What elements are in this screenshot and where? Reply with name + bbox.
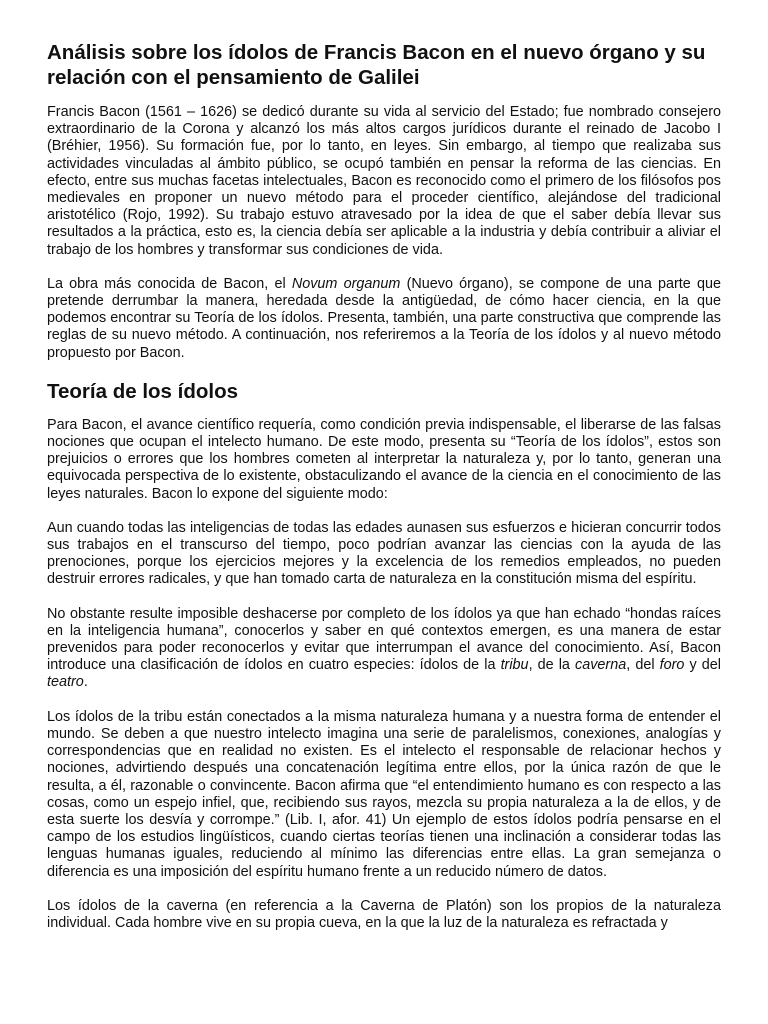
text-run: .: [83, 674, 88, 691]
text-run: No obstante resulte imposible deshacerse por completo de los ídolos ya que han echado “hondas raíces en la inteligencia humana”, conocerlos y saber en qué contextos emergen, es una manera de estar prevenidos para poder reconocerlos y evitar que interrumpan el avance del conocimiento. Así, Bacon introduce una clasificación de ídolos en cuatro especies: ídolos de la: [47, 605, 721, 674]
text-run: , del: [626, 657, 660, 674]
intro-paragraph-1: Francis Bacon (1561 – 1626) se dedicó durante su vida al servicio del Estado; fue nombrado consejero extraordinario de la Corona y alcanzó los más altos cargos jurídicos durante el reinado de Jacobo I (Bréhier, 1956). Su formación fue, por lo tanto, en leyes. Sin embargo, al tiempo que realizaba sus actividades vinculadas al ámbito público, se ocupó también en pensar la reforma de las ciencias. En efecto, entre sus muchas facetas intelectuales, Bacon es reconocido como el primero de los filósofos pos medievales en proponer un nuevo método para el proceder científico, alejándose del tradicional aristotélico (Rojo, 1992). Su trabajo estuvo atravesado por la idea de que el saber debía llevar sus resultados a la práctica, esto es, la ciencia debía ser aplicable a la industria y debía contribuir a aliviar el trabajo de los hombres y transformar sus condiciones de vida.: [47, 104, 721, 258]
section-paragraph-4: Los ídolos de la tribu están conectados a la misma naturaleza humana y a nuestra forma de entender el mundo. Se deben a que nuestro intelecto imagina una serie de paralelismos, conexiones, analogías y correspondencias que en realidad no existen. Es el intelecto el responsable de relacionar hechos y nociones, advirtiendo después una concatenación legítima entre ellos, por la única razón de que le resulta, a él, razonable o convincente. Bacon afirma que “el entendimiento humano es con respecto a las cosas, como un espejo infiel, que, recibiendo sus rayos, mezcla su propia naturaleza a la de ellos, y de esta suerte los desvía y corrompe.” (Lib. I, afor. 41) Un ejemplo de estos ídolos podría pensarse en el campo de los estudios lingüísticos, cuando ciertas teorías tienen una inclinación a considerar todas las lenguas humanas iguales, reduciendo al mínimo las diferencias entre ellas. La gran semejanza o diferencia es una imposición del espíritu humano frente a un reducido número de datos.: [47, 708, 721, 880]
book-title-italic: Novum organum: [291, 275, 401, 292]
document-title: Análisis sobre los ídolos de Francis Bacon en el nuevo órgano y su relación con el pensamiento de Galilei: [47, 41, 706, 89]
section-heading: Teoría de los ídolos: [47, 379, 238, 403]
text-run: y del: [684, 657, 721, 674]
idol-teatro: teatro: [47, 674, 84, 691]
section-paragraph-3: [47, 606, 721, 692]
text-run: (Nuevo órgano), se compone de una parte que pretende derrumbar la manera, heredada desde la antigüedad, de cómo hacer ciencia, en la que podemos encontrar su Teoría de los ídolos. Presenta, también, una parte constructiva que comprende las reglas de su nuevo método. A continuación, nos referiremos a la Teoría de los ídolos y al nuevo método propuesto por Bacon.: [47, 275, 721, 361]
text-run: La obra más conocida de Bacon, el: [47, 275, 292, 292]
idol-foro: foro: [659, 657, 685, 674]
block-quote: Aun cuando todas las inteligencias de todas las edades aunasen sus esfuerzos e hicieran concurrir todos sus trabajos en el transcurso del tiempo, poco podrían avanzar las ciencias con la ayuda de las prenociones, porque los ejercicios mejores y la excelencia de los remedios empleados, no pueden destruir errores radicales, y que han tomado carta de naturaleza en la constitución misma del espíritu.: [47, 519, 721, 588]
intro-paragraph-2: [47, 276, 721, 362]
section-paragraph-5: Los ídolos de la caverna (en referencia a la Caverna de Platón) son los propios de la naturaleza individual. Cada hombre vive en su propia cueva, en la que la luz de la naturaleza es refractada y: [47, 897, 721, 931]
text-run: , de la: [528, 657, 576, 674]
section-paragraph-1: Para Bacon, el avance científico requería, como condición previa indispensable, el liberarse de las falsas nociones que ocupan el intelecto humano. De este modo, presenta su “Teoría de los ídolos”, estos son prejuicios o errores que los hombres cometen al interpretar la naturaleza y, por lo tanto, generan una equivocada perspectiva de lo existente, obstaculizando el avance de la ciencia en el conocimiento de las leyes naturales. Bacon lo expone del siguiente modo:: [47, 416, 721, 502]
idol-caverna: caverna: [575, 657, 627, 674]
idol-tribu: tribu: [500, 657, 529, 674]
